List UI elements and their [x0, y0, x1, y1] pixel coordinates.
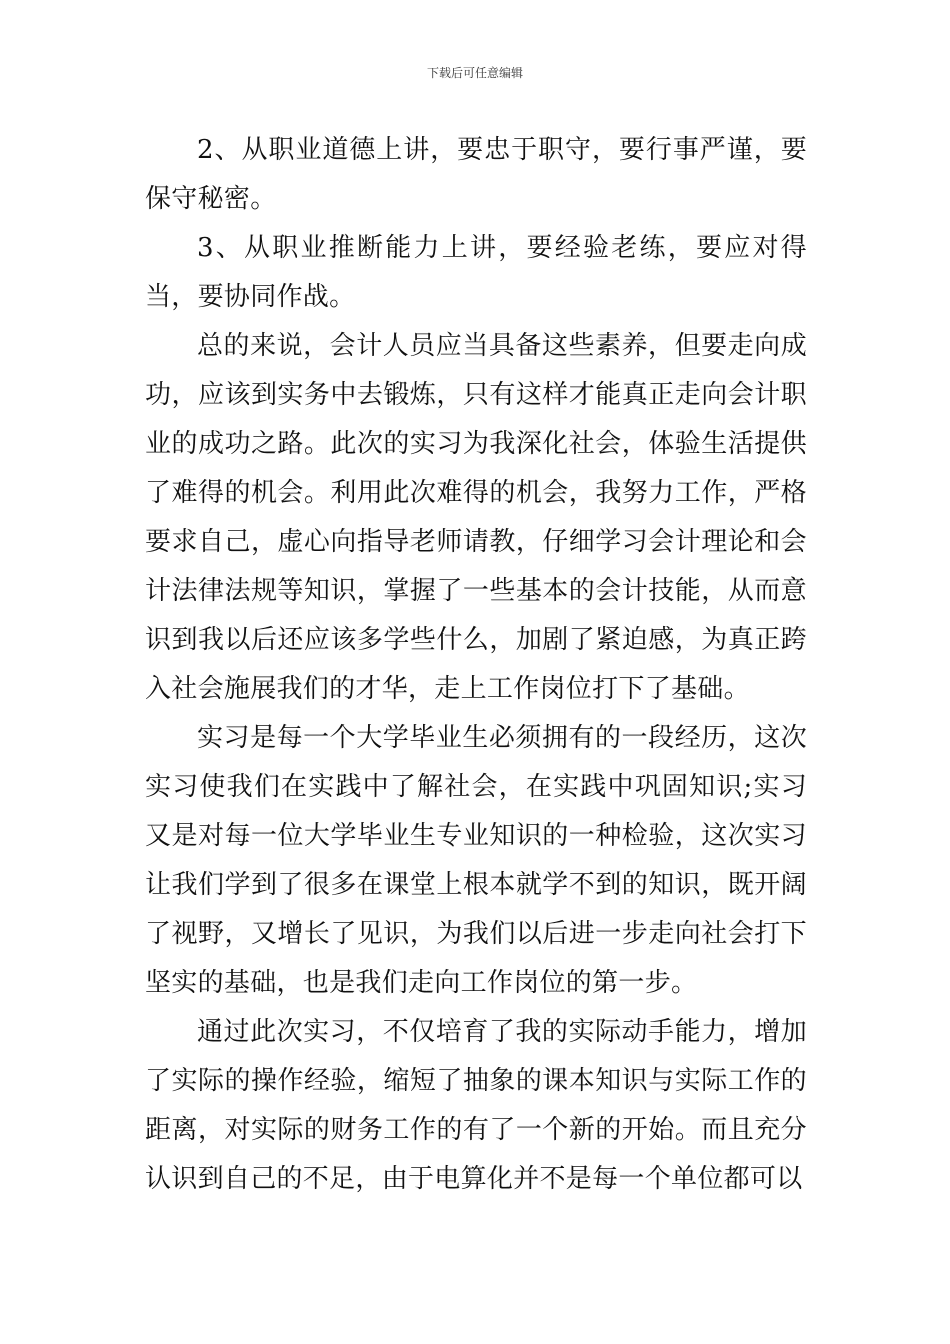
document-body [145, 126, 807, 1204]
paragraph-professional-ethics: 2、从职业道德上讲，要忠于职守，要行事严谨，要保守秘密。 [145, 135, 807, 214]
paragraph-summary: 总的来说，会计人员应当具备这些素养，但要走向成功，应该到实务中去锻炼，只有这样才能真正走向会计职业的成功之路。此次的实习为我深化社会，体验生活提供了难得的机会。利用此次难得的机会，我努力工作，严格要求自己，虚心向指导老师请教，仔细学习会计理论和会计法律法规等知识，掌握了一些基本的会计技能，从而意识到我以后还应该多学些什么，加剧了紧迫感，为真正跨入社会施展我们的才华，走上工作岗位打下了基础。 [145, 331, 807, 704]
paragraph-professional-judgment: 3、从职业推断能力上讲，要经验老练，要应对得当，要协同作战。 [145, 233, 807, 312]
paragraph-internship-benefits: 通过此次实习，不仅培育了我的实际动手能力，增加了实际的操作经验，缩短了抽象的课本知识与实际工作的距离，对实际的财务工作的有了一个新的开始。而且充分认识到自己的不足，由于电算化并不是每一个单位都可以 [145, 1017, 807, 1194]
paragraph-internship-experience: 实习是每一个大学毕业生必须拥有的一段经历，这次实习使我们在实践中了解社会，在实践中巩固知识;实习又是对每一位大学毕业生专业知识的一种检验，这次实习让我们学到了很多在课堂上根本就学不到的知识，既开阔了视野，又增长了见识，为我们以后进一步走向社会打下坚实的基础，也是我们走向工作岗位的第一步。 [145, 723, 807, 998]
page-header-note: 下载后可任意编辑 [426, 66, 523, 80]
